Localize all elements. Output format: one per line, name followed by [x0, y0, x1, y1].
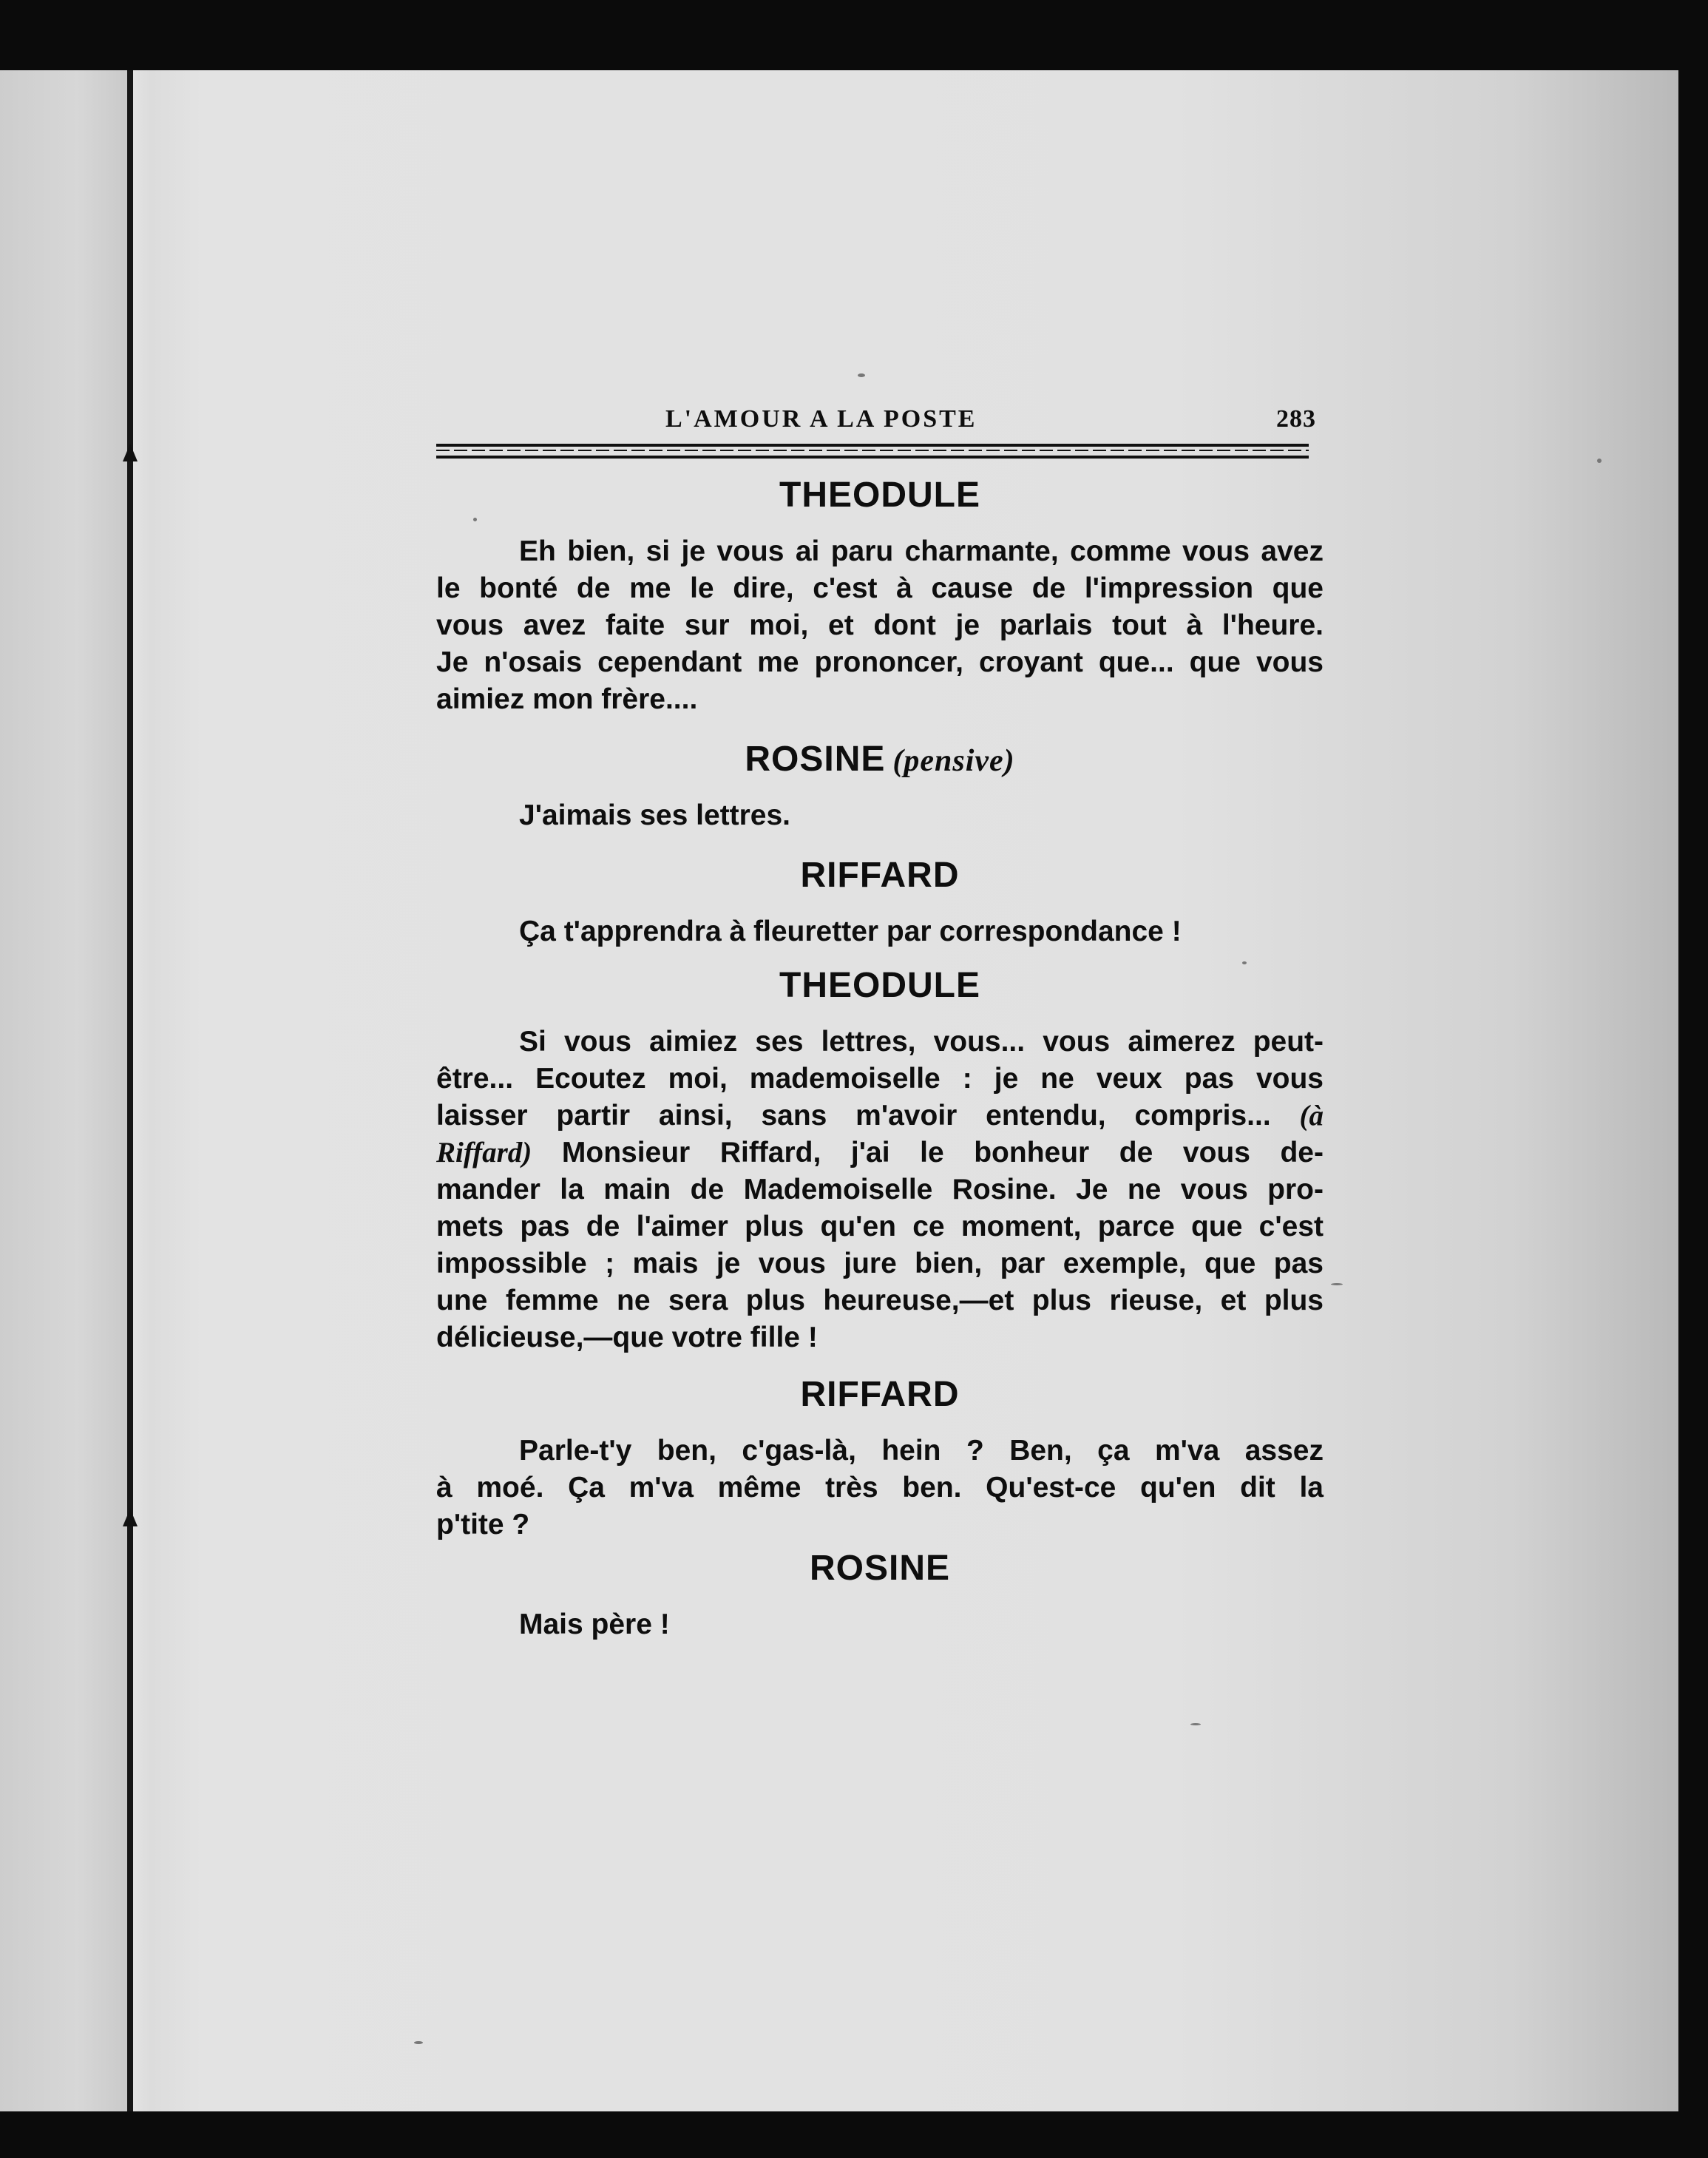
stage-direction: Riffard) — [436, 1137, 532, 1168]
gutter-arrow-mark — [123, 444, 138, 461]
paper-speck — [414, 2041, 423, 2044]
speech-line: être... Ecoutez moi, mademoiselle : je ne veux pas vous — [436, 1063, 1324, 1095]
speech-line-with-direction — [436, 1134, 1324, 1171]
paper-speck — [1331, 1283, 1343, 1285]
speech-line: une femme ne sera plus heureuse,—et plus rieuse, et plus — [436, 1285, 1324, 1316]
speech-line: Eh bien, si je vous ai paru charmante, comme vous avez — [519, 535, 1324, 567]
speech-line: délicieuse,—que votre fille ! — [436, 1322, 818, 1353]
scan-bottom-border — [0, 2111, 1708, 2158]
header-rule — [436, 444, 1309, 459]
speech-line: J'aimais ses lettres. — [519, 799, 791, 831]
speech-line: vous avez faite sur moi, et dont je parlais tout à l'heure. — [436, 609, 1324, 641]
speech-text: laisser partir ainsi, sans m'avoir entendu, compris... — [436, 1100, 1271, 1132]
speech-line: à moé. Ça m'va même très ben. Qu'est-ce qu'en dit la — [436, 1472, 1324, 1504]
speech-paragraph — [436, 1024, 1324, 1356]
page-content — [436, 392, 1324, 1643]
page-number: 283 — [1276, 405, 1316, 433]
paper-speck — [858, 373, 865, 377]
speaker-name: THEODULE — [779, 966, 980, 1005]
stage-direction: (à — [1299, 1100, 1324, 1132]
speaker-name: ROSINE — [745, 740, 886, 779]
speech-line: aimiez mon frère.... — [436, 683, 698, 715]
facing-page-edge — [0, 70, 129, 2111]
speech-paragraph — [436, 1433, 1324, 1543]
speech-line: le bonté de me le dire, c'est à cause de l'impression que — [436, 572, 1324, 604]
speech-line: Parle-t'y ben, c'gas-là, hein ? Ben, ça m'va assez — [519, 1435, 1324, 1467]
speaker-name: ROSINE — [809, 1549, 951, 1588]
speech-line: Mais père ! — [519, 1609, 670, 1640]
speech-line: mets pas de l'aimer plus qu'en ce moment, parce que c'est — [436, 1211, 1324, 1242]
speech-line: Si vous aimiez ses lettres, vous... vous aimerez peut- — [519, 1026, 1324, 1058]
paper-speck — [1190, 1723, 1201, 1725]
speech-line: Je n'osais cependant me prononcer, croyant que... que vous — [436, 646, 1324, 678]
running-title: L'AMOUR A LA POSTE — [665, 405, 977, 433]
speaker-name: RIFFARD — [800, 856, 960, 895]
speech-line: Ça t'apprendra à fleuretter par correspondance ! — [519, 916, 1182, 947]
speech-line-with-direction — [436, 1097, 1324, 1134]
speaker-name: THEODULE — [779, 476, 980, 515]
running-header — [436, 392, 1324, 433]
book-gutter — [127, 70, 133, 2111]
gutter-arrow-mark — [123, 1509, 138, 1526]
speech-line: impossible ; mais je vous jure bien, par exemple, que pas — [436, 1248, 1324, 1279]
paper-speck — [1597, 459, 1602, 463]
speech-text: Monsieur Riffard, j'ai le bonheur de vous de- — [561, 1137, 1324, 1168]
speech-line: mander la main de Mademoiselle Rosine. Je ne vous pro- — [436, 1174, 1324, 1205]
speaker-heading — [436, 739, 1324, 779]
stage-direction: (pensive) — [892, 744, 1015, 778]
speech-line: p'tite ? — [436, 1509, 530, 1540]
speech-paragraph — [436, 533, 1324, 718]
speaker-name: RIFFARD — [800, 1375, 960, 1414]
